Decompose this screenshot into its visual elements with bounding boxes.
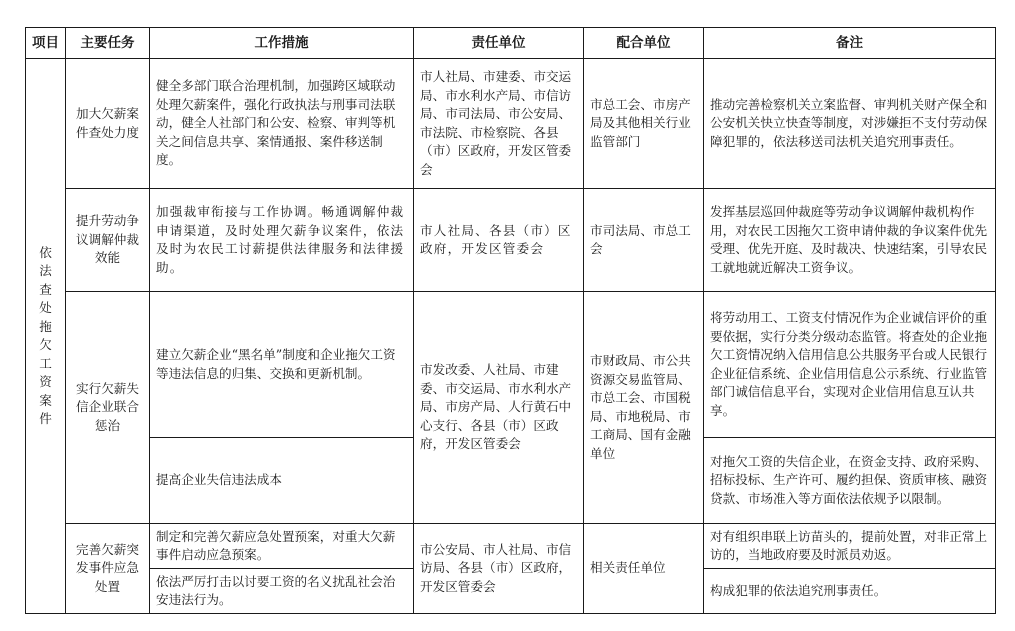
responsible-cell: 市人社局、各县（市）区政府，开发区管委会 [414, 189, 584, 292]
cooperating-cell: 市财政局、市公共资源交易监管局、市总工会、市国税局、市地税局、市工商局、国有金融单位 [584, 292, 704, 524]
responsible-cell: 市人社局、市建委、市交运局、市水利水产局、市信访局、市司法局、市公安局、市法院、市检察院、各县（市）区政府，开发区管委会 [414, 59, 584, 189]
project-cell [26, 59, 66, 614]
header-project: 项目 [26, 28, 66, 59]
remarks-cell: 发挥基层巡回仲裁庭等劳动争议调解仲裁机构作用，对农民工因拖欠工资申请仲裁的争议案件优先受理、优先开庭、及时裁决、快速结案，引导农民工就地就近解决工资争议。 [704, 189, 996, 292]
remarks-cell: 构成犯罪的依法追究刑事责任。 [704, 569, 996, 614]
table-row [26, 524, 996, 569]
header-task: 主要任务 [66, 28, 150, 59]
task-cell: 加大欠薪案件查处力度 [66, 59, 150, 189]
task-cell: 提升劳动争议调解仲裁效能 [66, 189, 150, 292]
header-remarks: 备注 [704, 28, 996, 59]
table-row [26, 292, 996, 438]
remarks-cell: 将劳动用工、工资支付情况作为企业诚信评价的重要依据，实行分类分级动态监管。将查处的企业拖欠工资情况纳入信用信息公共服务平台或人民银行企业征信系统、企业信用信息公示系统、行业监管部门诚信信息平台，实现对企业信用信息互认共享。 [704, 292, 996, 438]
project-label: 依法查处拖欠工资案件 [39, 244, 52, 426]
remarks-cell: 对有组织串联上访苗头的，提前处置，对非正常上访的，当地政府要及时派员劝返。 [704, 524, 996, 569]
measures-cell: 制定和完善欠薪应急处置预案，对重大欠薪事件启动应急预案。 [150, 524, 414, 569]
header-responsible: 责任单位 [414, 28, 584, 59]
measures-cell: 建立欠薪企业“黑名单”制度和企业拖欠工资等违法信息的归集、交换和更新机制。 [150, 292, 414, 438]
remarks-cell: 对拖欠工资的失信企业，在资金支持、政府采购、招标投标、生产许可、履约担保、资质审核、融资贷款、市场准入等方面依法依规予以限制。 [704, 438, 996, 524]
policy-table [25, 27, 996, 614]
measures-cell: 提高企业失信违法成本 [150, 438, 414, 524]
responsible-cell: 市发改委、人社局、市建委、市交运局、市水利水产局、市房产局、人行黄石中心支行、各县（市）区政府，开发区管委会 [414, 292, 584, 524]
cooperating-cell: 市总工会、市房产局及其他相关行业监管部门 [584, 59, 704, 189]
header-row [26, 28, 996, 59]
task-cell: 完善欠薪突发事件应急处置 [66, 524, 150, 614]
cooperating-cell: 相关责任单位 [584, 524, 704, 614]
table-row [26, 189, 996, 292]
table-row [26, 59, 996, 189]
cooperating-cell: 市司法局、市总工会 [584, 189, 704, 292]
header-measures: 工作措施 [150, 28, 414, 59]
header-cooperating: 配合单位 [584, 28, 704, 59]
task-cell: 实行欠薪失信企业联合惩治 [66, 292, 150, 524]
measures-cell: 健全多部门联合治理机制，加强跨区域联动处理欠薪案件，强化行政执法与刑事司法联动，健全人社部门和公安、检察、审判等机关之间信息共享、案情通报、案件移送制度。 [150, 59, 414, 189]
responsible-cell: 市公安局、市人社局、市信访局、各县（市）区政府，开发区管委会 [414, 524, 584, 614]
measures-cell: 依法严厉打击以讨要工资的名义扰乱社会治安违法行为。 [150, 569, 414, 614]
remarks-cell: 推动完善检察机关立案监督、审判机关财产保全和公安机关快立快查等制度，对涉嫌拒不支付劳动保障犯罪的，依法移送司法机关追究刑事责任。 [704, 59, 996, 189]
measures-cell: 加强裁审衔接与工作协调。畅通调解仲裁申请渠道，及时处理欠薪争议案件，依法及时为农民工讨薪提供法律服务和法律援助。 [150, 189, 414, 292]
